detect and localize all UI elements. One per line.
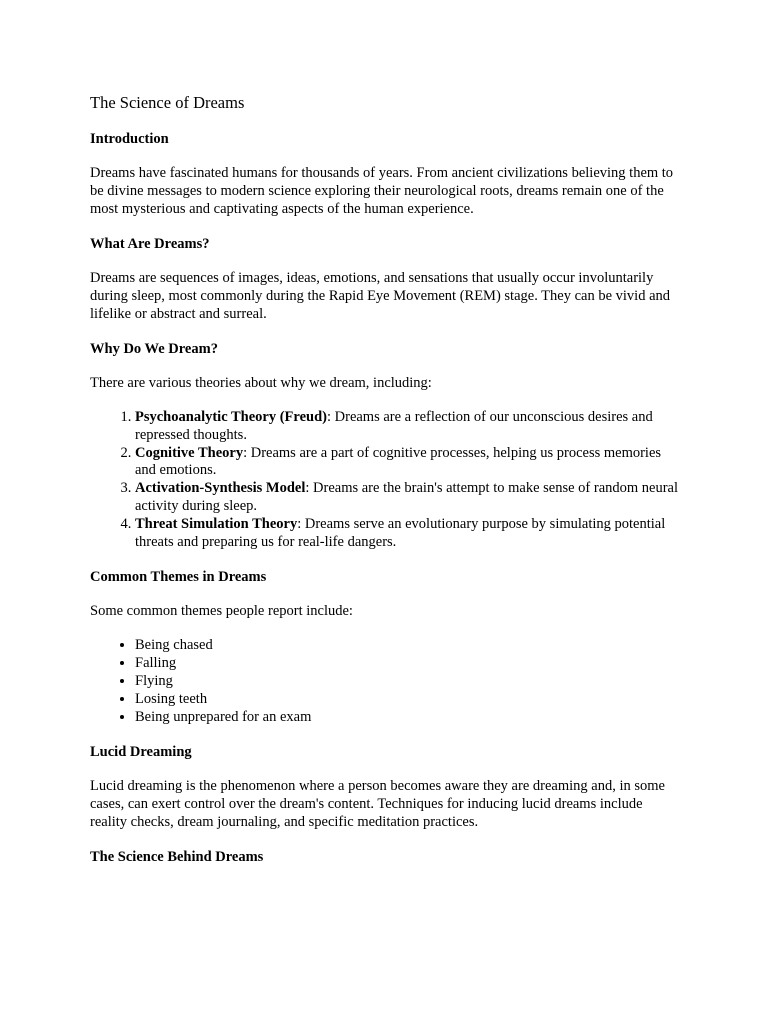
heading-common-themes: Common Themes in Dreams [90, 569, 267, 586]
theories-list [90, 409, 678, 551]
paragraph-lucid-dreaming: Lucid dreaming is the phenomenon where a person becomes aware they are dreaming and, in some cases, can exert control over the dream's content. Techniques for inducing lucid dreams include reality checks, dream journaling, and specific meditation practices. [90, 778, 665, 831]
heading-what-are-dreams: What Are Dreams? [90, 236, 210, 252]
heading-introduction: Introduction [90, 131, 169, 147]
theory-description: : Dreams are a part of cognitive processes, helping us process memories and emotions. [135, 444, 662, 479]
heading-lucid-dreaming: Lucid Dreaming [90, 744, 192, 761]
theory-term: Threat Simulation Theory [135, 515, 298, 532]
paragraph-what-are-dreams: Dreams are sequences of images, ideas, emotions, and sensations that usually occur involuntarily during sleep, most commonly during the Rapid Eye Movement (REM) stage. They can be vivid and lifelike or abstract and surreal. [90, 270, 671, 322]
theory-description: : Dreams are the brain's attempt to make sense of random neural activity during sleep. [135, 480, 679, 514]
heading-science-behind-dreams: The Science Behind Dreams [90, 849, 264, 866]
paragraph-introduction: Dreams have fascinated humans for thousands of years. From ancient civilizations believing them to be divine messages to modern science exploring their neurological roots, dreams remain one of the most mysterious and captivating aspects of the human experience. [90, 165, 674, 217]
paragraph-why-do-we-dream-intro: There are various theories about why we dream, including: [90, 375, 432, 391]
themes-list [90, 637, 678, 726]
list-item [135, 409, 678, 445]
theory-description: : Dreams are a reflection of our unconscious desires and repressed thoughts. [135, 409, 653, 443]
list-item: • Falling [135, 655, 678, 673]
theory-description: : Dreams serve an evolutionary purpose by simulating potential threats and preparing us for real-life dangers. [135, 515, 666, 550]
document-title: The Science of Dreams [90, 93, 245, 112]
paragraph-common-themes-intro: Some common themes people report include: [90, 603, 353, 620]
theory-term: Cognitive Theory [135, 444, 244, 461]
list-item [135, 480, 678, 516]
list-item: • Being chased [135, 637, 678, 655]
heading-why-do-we-dream: Why Do We Dream? [90, 341, 218, 357]
list-item [135, 516, 678, 552]
theory-term: Activation-Synthesis Model [135, 480, 306, 497]
list-item: • Being unprepared for an exam [135, 709, 678, 727]
theory-term: Psychoanalytic Theory (Freud) [135, 409, 327, 425]
list-item [135, 445, 678, 481]
list-item: • Flying [135, 673, 678, 691]
list-item: • Losing teeth [135, 691, 678, 709]
